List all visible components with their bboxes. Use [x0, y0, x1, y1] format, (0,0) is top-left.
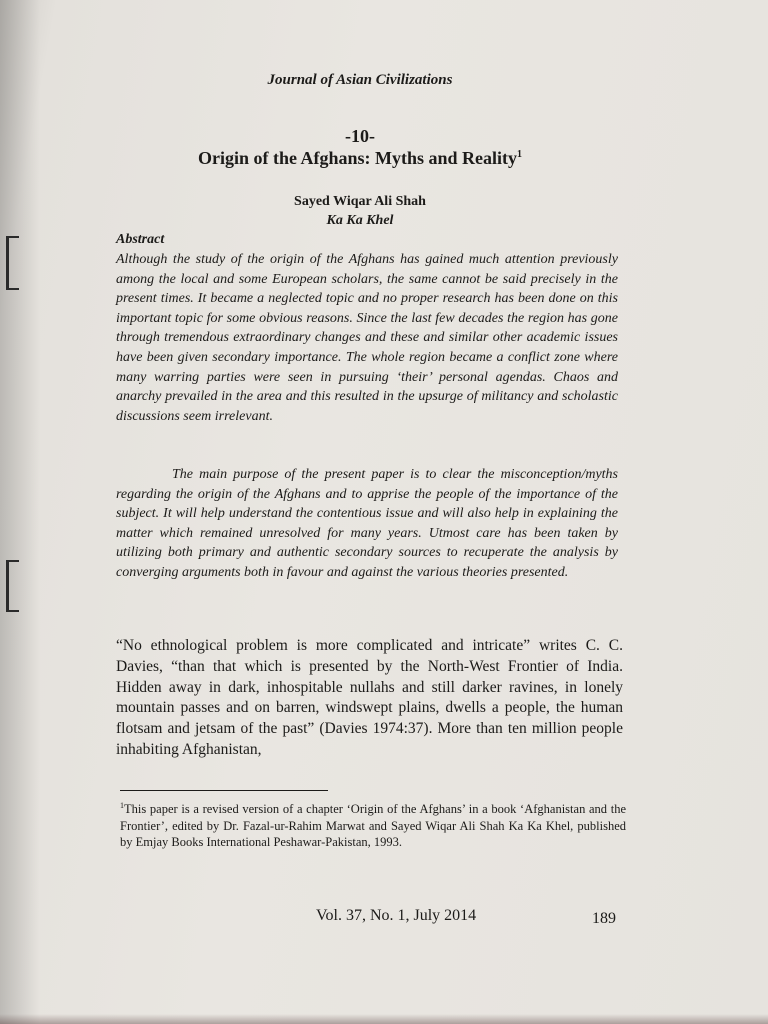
abstract-paragraph-1: Although the study of the origin of the Afghans has gained much attention previously among the local and some European scholars, the same cannot be said precisely in the present times. It became a neglected topic and no proper research has been done on this important topic for some obvious reasons. Since the last few decades the region has gone through tremendous extraordinary changes and these and similar other academic issues have been given secondary importance. The whole region became a conflict zone where many warring parties were seen in pursuing ‘their’ personal agendas. Chaos and anarchy prevailed in the area and this resulted in the upsurge of militancy and scholastic discussions seem irrelevant.	[116, 252, 618, 424]
journal-header: Journal of Asian Civilizations	[267, 72, 453, 88]
article-title-text: Origin of the Afghans: Myths and Reality	[197, 148, 518, 168]
staple-top	[6, 236, 19, 290]
footnote	[120, 798, 626, 851]
body-paragraph: “No ethnological problem is more complicated and intricate” writes C. C. Davies, “than that which is presented by the North-West Frontier of India. Hidden away in dark, inhospitable nullahs and still darker ravines, in lonely mountain passes and on barren, windswept plains, dwells a people, the human flotsam and jetsam of the past” (Davies 1974:37). More than ten million people inhabiting Afghanistan,	[116, 637, 623, 758]
footnote-text: This paper is a revised version of a chapter ‘Origin of the Afghans’ in a book ‘Afghanistan and the Frontier’, edited by Dr. Fazal-ur-Rahim Marwat and Sayed Wiqar Ali Shah Ka Ka Khel, published by Emjay Books International Peshawar-Pakistan, 1993.	[120, 802, 626, 850]
abstract-paragraph-2: The main purpose of the present paper is to clear the misconception/myths regarding the origin of the Afghans and to apprise the people of the importance of the subject. It will help understand the contentious issue and will also help in explaining the matter which remained unresolved for many years. Utmost care has been taken by utilizing both primary and authentic secondary sources to recuperate the analysis by converging arguments both in favour and against the various theories presented.	[116, 467, 618, 580]
author-name: Sayed Wiqar Ali Shah	[294, 194, 426, 209]
author-affiliation: Ka Ka Khel	[326, 213, 394, 228]
footnote-marker: 1	[120, 801, 124, 810]
volume-info: Vol. 37, No. 1, July 2014	[316, 907, 477, 924]
article-title	[0, 148, 720, 169]
title-footnote-marker: 1	[517, 149, 523, 160]
article-number: -10-	[345, 126, 375, 146]
abstract-heading: Abstract	[116, 232, 165, 247]
staple-bottom	[6, 560, 19, 612]
page-bottom-edge	[0, 1014, 768, 1024]
page-number: 189	[592, 910, 616, 927]
footnote-rule	[120, 790, 328, 791]
